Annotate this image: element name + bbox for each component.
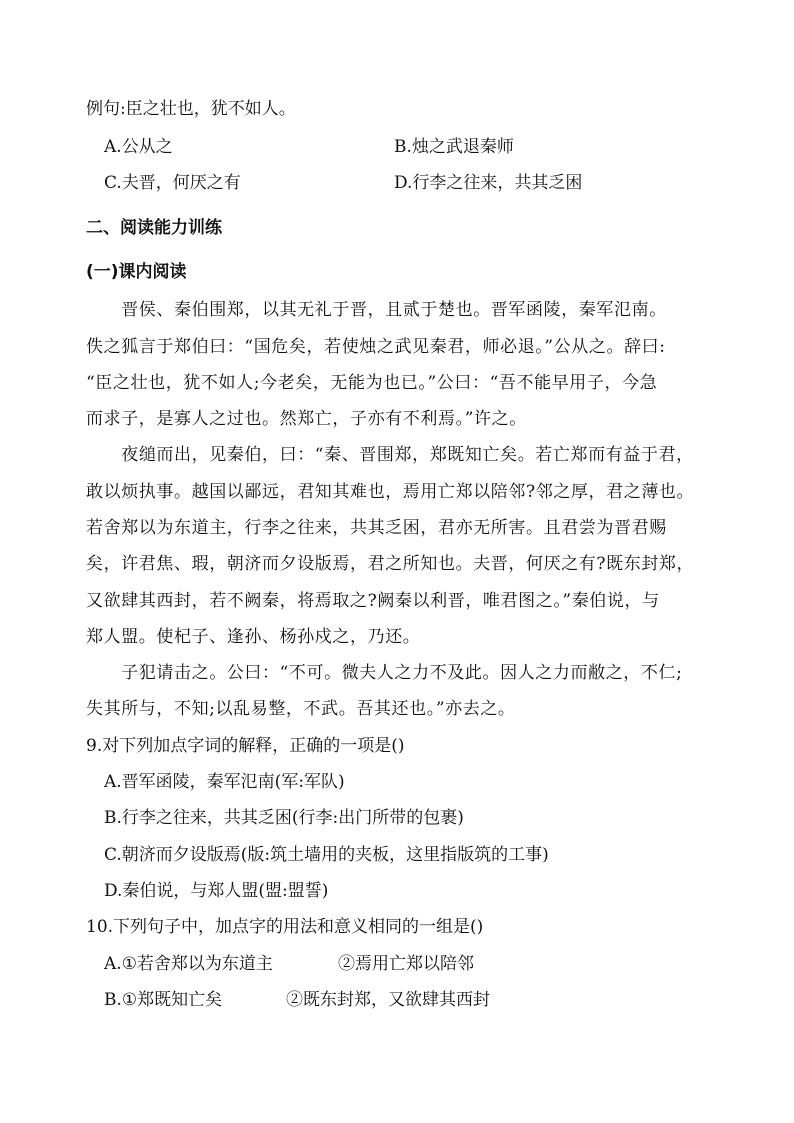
passage-line: 又欲肆其西封，若不阙秦，将焉取之?阙秦以利晋，唯君图之。”秦伯说，与 (86, 591, 660, 611)
option-id: D. (394, 173, 413, 193)
passage-line: 失其所与，不知;以乱易整，不武。吾其还也。”亦去之。 (86, 699, 516, 719)
option-text: 行李之往来，共其乏困 (412, 173, 583, 193)
passage-line: 佚之狐言于郑伯曰：“国危矣，若使烛之武见秦君，师必退。”公从之。辞曰: (86, 337, 666, 357)
example-sentence (86, 96, 726, 122)
question-9-option-a: A.晋军函陵，秦军氾南(军:军队) (104, 772, 345, 792)
passage-line: 夜缒而出，见秦伯，曰：“秦、晋围郑，郑既知亡矣。若亡郑而有益于君， (86, 445, 694, 465)
question-9-option-d: D.秦伯说，与郑人盟(盟:盟誓) (104, 881, 329, 901)
option-id: C. (104, 173, 122, 193)
example-option-c (104, 170, 384, 196)
option-text: 公从之 (121, 137, 173, 157)
option-text: ①若舍郑以为东道主 (121, 954, 273, 974)
passage-line: 而求子，是寡人之过也。然郑亡，子亦有不利焉。”许之。 (86, 409, 527, 429)
passage-line: 矣，许君焦、瑕，朝济而夕设版焉，君之所知也。夫晋，何厌之有?既东封郑， (86, 554, 695, 574)
question-9-option-b: B.行李之往来，共其乏困(行李:出门所带的包裹) (104, 808, 464, 828)
section-title: 二、阅读能力训练 (86, 218, 222, 238)
passage-line: 子犯请击之。公曰：“不可。微夫人之力不及此。因人之力而敝之，不仁; (86, 663, 683, 683)
question-10-option-b-second: ②既东封郑，又欲肆其西封 (286, 990, 490, 1010)
question-10-option-a-first (104, 951, 304, 977)
option-id: B. (394, 137, 412, 157)
option-text: 烛之武退秦师 (411, 137, 514, 157)
passage-line: 敢以烦执事。越国以鄙远，君知其难也，焉用亡郑以陪邻?邻之厚，君之薄也。 (86, 482, 695, 502)
question-10-option-b-first (104, 987, 274, 1013)
passage-line: 郑人盟。使杞子、逢孙、杨孙戍之，乃还。 (86, 627, 421, 647)
example-text: 臣之壮也，犹不如人。 (125, 99, 296, 119)
question-10-stem: 10.下列句子中，加点字的用法和意义相同的一组是() (86, 917, 484, 937)
option-id: A. (104, 954, 122, 974)
passage-line: 若舍郑以为东道主，行李之往来，共其乏困，君亦无所害。且君尝为晋君赐 (86, 518, 667, 538)
question-9-option-c: C.朝济而夕设版焉(版:筑土墙用的夹板，这里指版筑的工事) (104, 845, 549, 865)
option-id: B. (104, 990, 122, 1010)
option-text: ①郑既知亡矣 (121, 990, 223, 1010)
option-text: 夫晋，何厌之有 (121, 173, 241, 193)
subsection-title: (一)课内阅读 (86, 262, 187, 282)
question-9-stem: 9.对下列加点字词的解释，正确的一项是() (86, 736, 405, 756)
example-option-b (394, 134, 724, 160)
option-id: A. (104, 137, 122, 157)
passage-line: 晋侯、秦伯围郑，以其无礼于晋，且贰于楚也。晋军函陵，秦军氾南。 (86, 300, 667, 320)
example-option-d (394, 170, 724, 196)
example-option-a (104, 134, 384, 160)
example-label: 例句: (86, 99, 126, 119)
question-10-option-a-second: ②焉用亡郑以陪邻 (338, 954, 474, 974)
passage-line: “臣之壮也，犹不如人;今老矣，无能为也已。”公曰：“吾不能早用子，今急 (86, 373, 658, 393)
